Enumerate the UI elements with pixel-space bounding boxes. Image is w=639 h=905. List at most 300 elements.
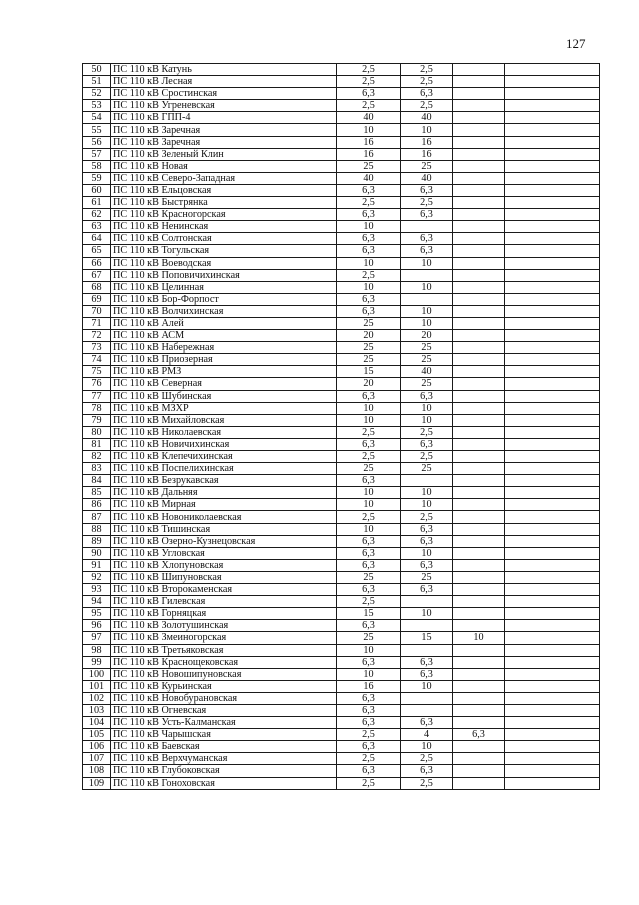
transformer-3-capacity-cell [453, 438, 505, 450]
substation-name-cell: ПС 110 кВ Лесная [111, 76, 337, 88]
transformer-3-capacity-cell [453, 571, 505, 583]
substation-name-cell: ПС 110 кВ Поповичихинская [111, 269, 337, 281]
transformer-1-capacity-cell: 6,3 [337, 765, 401, 777]
table-row [83, 523, 600, 535]
row-number-cell: 87 [83, 511, 111, 523]
table-row [83, 124, 600, 136]
transformer-1-capacity-cell: 6,3 [337, 692, 401, 704]
transformer-2-capacity-cell: 6,3 [401, 390, 453, 402]
transformer-4-capacity-cell [505, 741, 600, 753]
transformer-3-capacity-cell [453, 765, 505, 777]
substation-name-cell: ПС 110 кВ Гоноховская [111, 777, 337, 789]
transformer-2-capacity-cell: 6,3 [401, 523, 453, 535]
substation-name-cell: ПС 110 кВ Ненинская [111, 221, 337, 233]
substation-name-cell: ПС 110 кВ Верхчуманская [111, 753, 337, 765]
substation-name-cell: ПС 110 кВ Шубинская [111, 390, 337, 402]
row-number-cell: 57 [83, 148, 111, 160]
transformer-1-capacity-cell: 6,3 [337, 438, 401, 450]
transformer-3-capacity-cell [453, 584, 505, 596]
transformer-2-capacity-cell: 10 [401, 741, 453, 753]
substation-name-cell: ПС 110 кВ Клепечихинская [111, 451, 337, 463]
substation-name-cell: ПС 110 кВ Красногорская [111, 209, 337, 221]
table-row [83, 354, 600, 366]
transformer-4-capacity-cell [505, 88, 600, 100]
transformer-4-capacity-cell [505, 378, 600, 390]
transformer-3-capacity-cell [453, 330, 505, 342]
transformer-4-capacity-cell [505, 366, 600, 378]
transformer-3-capacity-cell [453, 596, 505, 608]
transformer-1-capacity-cell: 6,3 [337, 547, 401, 559]
transformer-1-capacity-cell: 2,5 [337, 753, 401, 765]
transformer-2-capacity-cell: 6,3 [401, 765, 453, 777]
transformer-1-capacity-cell: 6,3 [337, 656, 401, 668]
substation-name-cell: ПС 110 кВ РМЗ [111, 366, 337, 378]
transformer-2-capacity-cell: 6,3 [401, 88, 453, 100]
table-row [83, 753, 600, 765]
transformer-3-capacity-cell [453, 511, 505, 523]
transformer-3-capacity-cell [453, 559, 505, 571]
substation-name-cell: ПС 110 кВ Катунь [111, 64, 337, 76]
substation-name-cell: ПС 110 кВ Второкаменская [111, 584, 337, 596]
transformer-1-capacity-cell: 2,5 [337, 729, 401, 741]
transformer-2-capacity-cell: 6,3 [401, 584, 453, 596]
transformer-4-capacity-cell [505, 547, 600, 559]
table-row [83, 571, 600, 583]
row-number-cell: 85 [83, 487, 111, 499]
table-row [83, 584, 600, 596]
substation-name-cell: ПС 110 кВ Волчихинская [111, 305, 337, 317]
transformer-3-capacity-cell [453, 451, 505, 463]
transformer-2-capacity-cell: 2,5 [401, 100, 453, 112]
row-number-cell: 72 [83, 330, 111, 342]
substation-name-cell: ПС 110 кВ Шипуновская [111, 571, 337, 583]
transformer-3-capacity-cell [453, 293, 505, 305]
transformer-2-capacity-cell: 2,5 [401, 451, 453, 463]
transformer-1-capacity-cell: 10 [337, 257, 401, 269]
substation-name-cell: ПС 110 кВ Михайловская [111, 414, 337, 426]
row-number-cell: 81 [83, 438, 111, 450]
transformer-1-capacity-cell: 2,5 [337, 596, 401, 608]
transformer-3-capacity-cell [453, 523, 505, 535]
transformer-4-capacity-cell [505, 330, 600, 342]
transformer-4-capacity-cell [505, 644, 600, 656]
substation-name-cell: ПС 110 кВ Угловская [111, 547, 337, 559]
table-row [83, 317, 600, 329]
table-row [83, 704, 600, 716]
row-number-cell: 93 [83, 584, 111, 596]
table-row [83, 197, 600, 209]
substation-name-cell: ПС 110 кВ Новая [111, 160, 337, 172]
row-number-cell: 105 [83, 729, 111, 741]
row-number-cell: 70 [83, 305, 111, 317]
table-row [83, 414, 600, 426]
transformer-1-capacity-cell: 2,5 [337, 269, 401, 281]
transformer-4-capacity-cell [505, 414, 600, 426]
transformer-3-capacity-cell [453, 197, 505, 209]
transformer-3-capacity-cell [453, 608, 505, 620]
table-row [83, 511, 600, 523]
table-row [83, 64, 600, 76]
transformer-3-capacity-cell [453, 148, 505, 160]
table-row [83, 426, 600, 438]
transformer-4-capacity-cell [505, 281, 600, 293]
table-row [83, 463, 600, 475]
transformer-3-capacity-cell [453, 753, 505, 765]
substation-name-cell: ПС 110 кВ Заречная [111, 124, 337, 136]
substation-name-cell: ПС 110 кВ Глубоковская [111, 765, 337, 777]
table-row [83, 438, 600, 450]
transformer-4-capacity-cell [505, 656, 600, 668]
row-number-cell: 65 [83, 245, 111, 257]
transformer-1-capacity-cell: 6,3 [337, 704, 401, 716]
transformer-3-capacity-cell [453, 160, 505, 172]
transformer-2-capacity-cell [401, 221, 453, 233]
transformer-2-capacity-cell: 10 [401, 414, 453, 426]
transformer-2-capacity-cell [401, 475, 453, 487]
transformer-1-capacity-cell: 20 [337, 330, 401, 342]
transformer-3-capacity-cell [453, 704, 505, 716]
transformer-4-capacity-cell [505, 257, 600, 269]
transformer-1-capacity-cell: 10 [337, 487, 401, 499]
transformer-3-capacity-cell [453, 88, 505, 100]
row-number-cell: 66 [83, 257, 111, 269]
substation-name-cell: ПС 110 кВ Безрукавская [111, 475, 337, 487]
transformer-2-capacity-cell: 6,3 [401, 233, 453, 245]
table-row [83, 680, 600, 692]
table-row [83, 342, 600, 354]
table-row [83, 160, 600, 172]
transformer-4-capacity-cell [505, 269, 600, 281]
transformer-4-capacity-cell [505, 317, 600, 329]
transformer-1-capacity-cell: 10 [337, 414, 401, 426]
transformer-3-capacity-cell [453, 547, 505, 559]
substation-name-cell: ПС 110 кВ Новониколаевская [111, 511, 337, 523]
transformer-1-capacity-cell: 2,5 [337, 777, 401, 789]
transformer-1-capacity-cell: 6,3 [337, 475, 401, 487]
transformer-3-capacity-cell [453, 414, 505, 426]
transformer-2-capacity-cell: 10 [401, 305, 453, 317]
transformer-4-capacity-cell [505, 402, 600, 414]
transformer-4-capacity-cell [505, 571, 600, 583]
table-row [83, 112, 600, 124]
transformer-4-capacity-cell [505, 523, 600, 535]
row-number-cell: 97 [83, 632, 111, 644]
transformer-4-capacity-cell [505, 426, 600, 438]
transformer-4-capacity-cell [505, 475, 600, 487]
substation-name-cell: ПС 110 кВ Чарышская [111, 729, 337, 741]
transformer-4-capacity-cell [505, 584, 600, 596]
transformer-4-capacity-cell [505, 354, 600, 366]
row-number-cell: 108 [83, 765, 111, 777]
transformer-2-capacity-cell: 2,5 [401, 64, 453, 76]
substations-table [82, 63, 600, 790]
transformer-1-capacity-cell: 25 [337, 317, 401, 329]
table-body [83, 64, 600, 790]
transformer-4-capacity-cell [505, 596, 600, 608]
transformer-2-capacity-cell [401, 596, 453, 608]
transformer-2-capacity-cell: 25 [401, 378, 453, 390]
transformer-3-capacity-cell [453, 366, 505, 378]
row-number-cell: 107 [83, 753, 111, 765]
transformer-1-capacity-cell: 2,5 [337, 64, 401, 76]
transformer-4-capacity-cell [505, 753, 600, 765]
transformer-1-capacity-cell: 2,5 [337, 197, 401, 209]
transformer-2-capacity-cell: 15 [401, 632, 453, 644]
transformer-1-capacity-cell: 6,3 [337, 535, 401, 547]
transformer-4-capacity-cell [505, 451, 600, 463]
transformer-1-capacity-cell: 6,3 [337, 741, 401, 753]
substation-name-cell: ПС 110 кВ Огневская [111, 704, 337, 716]
substation-name-cell: ПС 110 кВ Николаевская [111, 426, 337, 438]
transformer-2-capacity-cell: 2,5 [401, 511, 453, 523]
row-number-cell: 59 [83, 172, 111, 184]
transformer-2-capacity-cell: 16 [401, 136, 453, 148]
table-row [83, 717, 600, 729]
transformer-1-capacity-cell: 6,3 [337, 717, 401, 729]
row-number-cell: 52 [83, 88, 111, 100]
row-number-cell: 89 [83, 535, 111, 547]
transformer-1-capacity-cell: 16 [337, 136, 401, 148]
substation-name-cell: ПС 110 кВ ГПП-4 [111, 112, 337, 124]
transformer-4-capacity-cell [505, 729, 600, 741]
transformer-1-capacity-cell: 25 [337, 571, 401, 583]
row-number-cell: 104 [83, 717, 111, 729]
transformer-1-capacity-cell: 6,3 [337, 184, 401, 196]
table-row [83, 245, 600, 257]
transformer-4-capacity-cell [505, 668, 600, 680]
transformer-3-capacity-cell [453, 354, 505, 366]
transformer-1-capacity-cell: 2,5 [337, 451, 401, 463]
transformer-3-capacity-cell [453, 463, 505, 475]
transformer-3-capacity-cell [453, 221, 505, 233]
transformer-2-capacity-cell: 6,3 [401, 209, 453, 221]
row-number-cell: 90 [83, 547, 111, 559]
table-row [83, 451, 600, 463]
row-number-cell: 63 [83, 221, 111, 233]
transformer-4-capacity-cell [505, 499, 600, 511]
table-row [83, 378, 600, 390]
transformer-3-capacity-cell [453, 390, 505, 402]
transformer-4-capacity-cell [505, 704, 600, 716]
transformer-2-capacity-cell: 6,3 [401, 717, 453, 729]
row-number-cell: 80 [83, 426, 111, 438]
row-number-cell: 95 [83, 608, 111, 620]
transformer-4-capacity-cell [505, 487, 600, 499]
row-number-cell: 94 [83, 596, 111, 608]
substation-name-cell: ПС 110 кВ МЗХР [111, 402, 337, 414]
transformer-3-capacity-cell [453, 64, 505, 76]
transformer-1-capacity-cell: 40 [337, 172, 401, 184]
row-number-cell: 68 [83, 281, 111, 293]
transformer-2-capacity-cell: 10 [401, 608, 453, 620]
table-row [83, 765, 600, 777]
table-row [83, 559, 600, 571]
substation-name-cell: ПС 110 кВ Озерно-Кузнецовская [111, 535, 337, 547]
transformer-1-capacity-cell: 6,3 [337, 88, 401, 100]
row-number-cell: 53 [83, 100, 111, 112]
transformer-1-capacity-cell: 15 [337, 608, 401, 620]
table-row [83, 475, 600, 487]
substation-name-cell: ПС 110 кВ Северная [111, 378, 337, 390]
transformer-4-capacity-cell [505, 112, 600, 124]
transformer-4-capacity-cell [505, 680, 600, 692]
transformer-3-capacity-cell [453, 184, 505, 196]
transformer-4-capacity-cell [505, 221, 600, 233]
row-number-cell: 64 [83, 233, 111, 245]
row-number-cell: 96 [83, 620, 111, 632]
substation-name-cell: ПС 110 кВ Новичихинская [111, 438, 337, 450]
transformer-2-capacity-cell: 10 [401, 317, 453, 329]
table-row [83, 487, 600, 499]
transformer-3-capacity-cell [453, 692, 505, 704]
table-row [83, 293, 600, 305]
transformer-3-capacity-cell [453, 342, 505, 354]
transformer-3-capacity-cell [453, 172, 505, 184]
transformer-4-capacity-cell [505, 124, 600, 136]
table-row [83, 608, 600, 620]
substation-name-cell: ПС 110 кВ АСМ [111, 330, 337, 342]
row-number-cell: 88 [83, 523, 111, 535]
table-row [83, 644, 600, 656]
substation-name-cell: ПС 110 кВ Поспелихинская [111, 463, 337, 475]
table-row [83, 729, 600, 741]
transformer-4-capacity-cell [505, 172, 600, 184]
substation-name-cell: ПС 110 кВ Ельцовская [111, 184, 337, 196]
transformer-2-capacity-cell: 10 [401, 487, 453, 499]
substation-name-cell: ПС 110 кВ Змеиногорская [111, 632, 337, 644]
table-row [83, 402, 600, 414]
transformer-4-capacity-cell [505, 184, 600, 196]
transformer-1-capacity-cell: 2,5 [337, 100, 401, 112]
transformer-3-capacity-cell [453, 656, 505, 668]
transformer-2-capacity-cell: 6,3 [401, 184, 453, 196]
row-number-cell: 78 [83, 402, 111, 414]
transformer-1-capacity-cell: 25 [337, 632, 401, 644]
table-row [83, 366, 600, 378]
transformer-4-capacity-cell [505, 717, 600, 729]
row-number-cell: 75 [83, 366, 111, 378]
transformer-3-capacity-cell [453, 680, 505, 692]
transformer-2-capacity-cell: 40 [401, 366, 453, 378]
substation-name-cell: ПС 110 кВ Быстрянка [111, 197, 337, 209]
substation-name-cell: ПС 110 кВ Заречная [111, 136, 337, 148]
transformer-4-capacity-cell [505, 390, 600, 402]
substation-name-cell: ПС 110 кВ Сростинская [111, 88, 337, 100]
row-number-cell: 60 [83, 184, 111, 196]
table-row [83, 76, 600, 88]
transformer-3-capacity-cell [453, 100, 505, 112]
row-number-cell: 50 [83, 64, 111, 76]
row-number-cell: 92 [83, 571, 111, 583]
table-row [83, 330, 600, 342]
transformer-4-capacity-cell [505, 777, 600, 789]
transformer-1-capacity-cell: 10 [337, 668, 401, 680]
transformer-3-capacity-cell [453, 378, 505, 390]
substation-name-cell: ПС 110 кВ Курьинская [111, 680, 337, 692]
substation-name-cell: ПС 110 кВ Солтонская [111, 233, 337, 245]
transformer-1-capacity-cell: 2,5 [337, 511, 401, 523]
transformer-2-capacity-cell [401, 269, 453, 281]
transformer-4-capacity-cell [505, 293, 600, 305]
row-number-cell: 101 [83, 680, 111, 692]
substation-name-cell: ПС 110 кВ Приозерная [111, 354, 337, 366]
transformer-1-capacity-cell: 2,5 [337, 426, 401, 438]
transformer-1-capacity-cell: 6,3 [337, 233, 401, 245]
substation-name-cell: ПС 110 кВ Мирная [111, 499, 337, 511]
substation-name-cell: ПС 110 кВ Краснощековская [111, 656, 337, 668]
transformer-2-capacity-cell: 6,3 [401, 438, 453, 450]
table-row [83, 741, 600, 753]
transformer-1-capacity-cell: 10 [337, 644, 401, 656]
transformer-3-capacity-cell [453, 112, 505, 124]
table-row [83, 269, 600, 281]
row-number-cell: 100 [83, 668, 111, 680]
transformer-1-capacity-cell: 10 [337, 402, 401, 414]
transformer-3-capacity-cell [453, 717, 505, 729]
transformer-2-capacity-cell: 10 [401, 257, 453, 269]
table-row [83, 620, 600, 632]
substation-name-cell: ПС 110 кВ Золотушинская [111, 620, 337, 632]
transformer-2-capacity-cell: 2,5 [401, 426, 453, 438]
transformer-3-capacity-cell [453, 124, 505, 136]
transformer-3-capacity-cell [453, 499, 505, 511]
transformer-3-capacity-cell [453, 402, 505, 414]
transformer-2-capacity-cell: 40 [401, 112, 453, 124]
transformer-2-capacity-cell: 2,5 [401, 197, 453, 209]
transformer-2-capacity-cell: 6,3 [401, 245, 453, 257]
transformer-3-capacity-cell [453, 535, 505, 547]
row-number-cell: 74 [83, 354, 111, 366]
substation-name-cell: ПС 110 кВ Зеленый Клин [111, 148, 337, 160]
transformer-1-capacity-cell: 25 [337, 354, 401, 366]
transformer-3-capacity-cell [453, 644, 505, 656]
transformer-2-capacity-cell: 25 [401, 463, 453, 475]
substation-name-cell: ПС 110 кВ Воеводская [111, 257, 337, 269]
row-number-cell: 73 [83, 342, 111, 354]
row-number-cell: 84 [83, 475, 111, 487]
transformer-2-capacity-cell: 6,3 [401, 559, 453, 571]
transformer-2-capacity-cell [401, 704, 453, 716]
transformer-2-capacity-cell [401, 620, 453, 632]
transformer-2-capacity-cell: 10 [401, 680, 453, 692]
transformer-3-capacity-cell [453, 269, 505, 281]
table-row [83, 305, 600, 317]
row-number-cell: 56 [83, 136, 111, 148]
transformer-4-capacity-cell [505, 608, 600, 620]
table-row [83, 777, 600, 789]
transformer-1-capacity-cell: 6,3 [337, 293, 401, 305]
table-row [83, 692, 600, 704]
transformer-4-capacity-cell [505, 632, 600, 644]
transformer-2-capacity-cell: 40 [401, 172, 453, 184]
transformer-4-capacity-cell [505, 463, 600, 475]
transformer-1-capacity-cell: 15 [337, 366, 401, 378]
transformer-4-capacity-cell [505, 511, 600, 523]
transformer-3-capacity-cell [453, 233, 505, 245]
table-row [83, 596, 600, 608]
substation-name-cell: ПС 110 кВ Горняцкая [111, 608, 337, 620]
transformer-4-capacity-cell [505, 535, 600, 547]
transformer-1-capacity-cell: 25 [337, 160, 401, 172]
table-row [83, 257, 600, 269]
substation-name-cell: ПС 110 кВ Угреневская [111, 100, 337, 112]
transformer-3-capacity-cell [453, 741, 505, 753]
transformer-4-capacity-cell [505, 136, 600, 148]
table-row [83, 136, 600, 148]
table-row [83, 547, 600, 559]
transformer-4-capacity-cell [505, 100, 600, 112]
row-number-cell: 55 [83, 124, 111, 136]
